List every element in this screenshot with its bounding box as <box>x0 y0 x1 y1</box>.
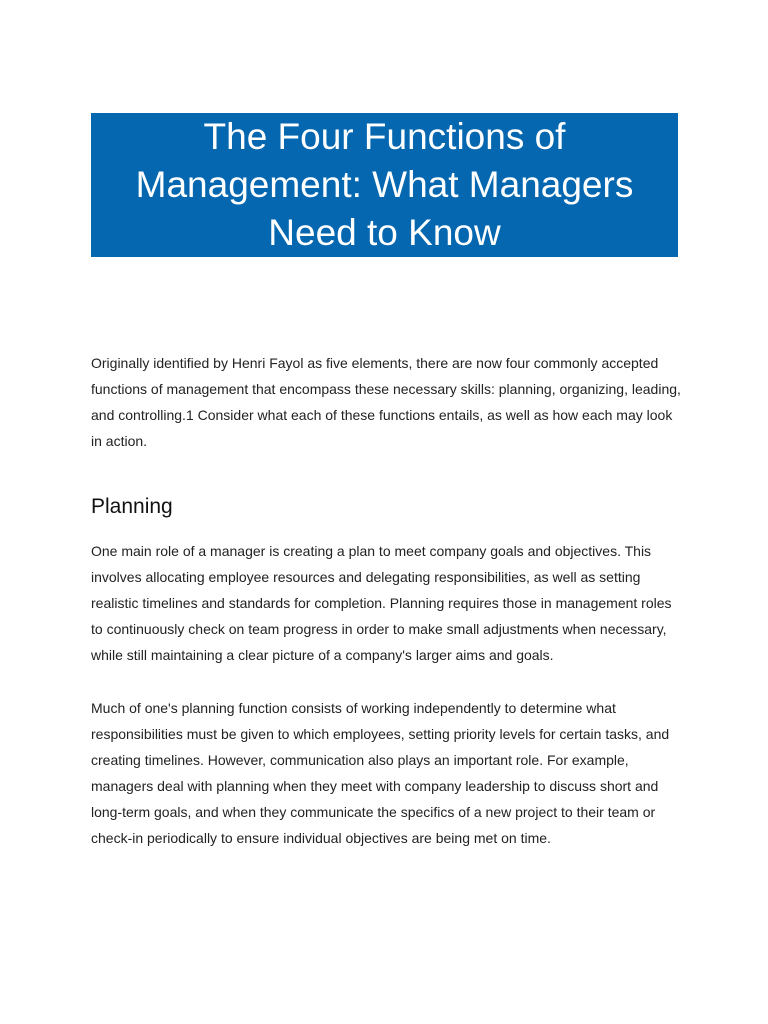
planning-paragraph-1: One main role of a manager is creating a plan to meet company goals and objectives. This involves allocating employee resources and delegating responsibilities, as well as setting realistic timelines and standards for completion. Planning requires those in management roles to continuously check on team progress in order to make small adjustments when necessary, while still maintaining a clear picture of a company's larger aims and goals. <box>91 543 672 663</box>
section-heading-planning: Planning <box>91 495 173 518</box>
article-body <box>91 350 681 851</box>
title-banner <box>91 113 678 257</box>
planning-paragraph-2: Much of one's planning function consists of working independently to determine what responsibilities must be given to which employees, setting priority levels for certain tasks, and creating timelines. However, communication also plays an important role. For example, managers deal with planning when they meet with company leadership to discuss short and long-term goals, and when they communicate the specifics of a new project to their team or check-in periodically to ensure individual objectives are being met on time. <box>91 700 670 846</box>
intro-paragraph: Originally identified by Henri Fayol as five elements, there are now four commonly accepted functions of management that encompass these necessary skills: planning, organizing, leading, and controlling.1 Consider what each of these functions entails, as well as how each may look in action. <box>91 355 681 449</box>
page-title: The Four Functions of Management: What Managers Need to Know <box>135 116 634 253</box>
